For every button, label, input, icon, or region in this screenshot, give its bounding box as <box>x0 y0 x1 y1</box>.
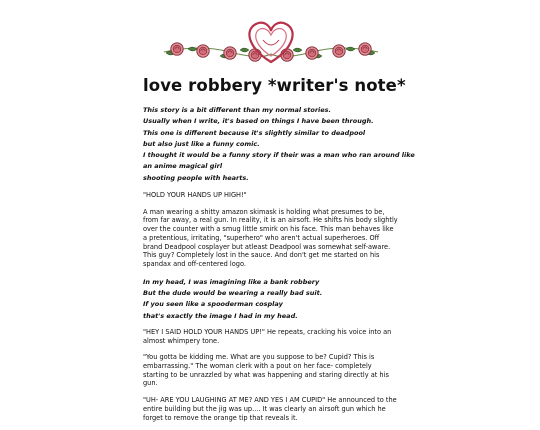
story-paragraph: A man wearing a shitty amazon skimask is holding what presumes to be, from far away, a real gun. In reality, it is an airsoft. He shifts his body slightly over the counter with a smug little smirk on his face. This man behaves like a pretentious, irritating, "superhero" who aren't actual superheroes. Off brand Deadpool cosplayer but atleast Deadpool was somewhat self-aware. This guy? Completely lost in the sauce. And don't get me started on his spandax and off-centered logo. <box>143 207 398 268</box>
aside-line: that's exactly the image I had in my head. <box>143 311 298 320</box>
aside-line: If you seen like a spooderman cosplay <box>143 300 283 309</box>
note-line: but also just like a funny comic. <box>143 139 260 148</box>
note-line: This story is a bit different than my normal stories. <box>143 106 331 114</box>
note-line: an anime magical girl <box>143 162 223 171</box>
note-line: This one is different because it's slightly similar to deadpool <box>143 128 366 137</box>
heart-rose-banner <box>160 16 382 66</box>
aside-line: In my head, I was imagining like a bank robbery <box>143 277 320 286</box>
note-line: Usually when I write, it's based on things I have been through. <box>143 117 374 126</box>
writer-note <box>143 105 415 184</box>
story-paragraph: "UH- ARE YOU LAUGHING AT ME? AND YES I AM CUPID" He announced to the entire building but the jig was up.... It was clearly an airsoft gun which he forget to remove the orange tip that reveals it. <box>143 396 397 422</box>
note-line: I thought it would be a funny story if their was a man who ran around like <box>143 151 415 160</box>
page-title: love robbery *writer's note* <box>143 76 406 95</box>
story-content <box>143 76 415 430</box>
story-paragraph: "You gotta be kidding me. What are you suppose to be? Cupid? This is embarrassing." The woman clerk with a pout on her face- completely starting to be unrazzled by what was happening and staring directly at his gun. <box>143 353 389 388</box>
author-aside <box>143 277 399 322</box>
note-line: shooting people with hearts. <box>143 173 249 182</box>
story-paragraph: "HEY I SAID HOLD YOUR HANDS UP!" He repeats, cracking his voice into an almost whimpery tone. <box>143 327 392 345</box>
aside-line: But the dude would be wearing a really bad suit. <box>143 289 323 297</box>
story-paragraph: "HOLD YOUR HANDS UP HIGH!" <box>143 191 247 200</box>
